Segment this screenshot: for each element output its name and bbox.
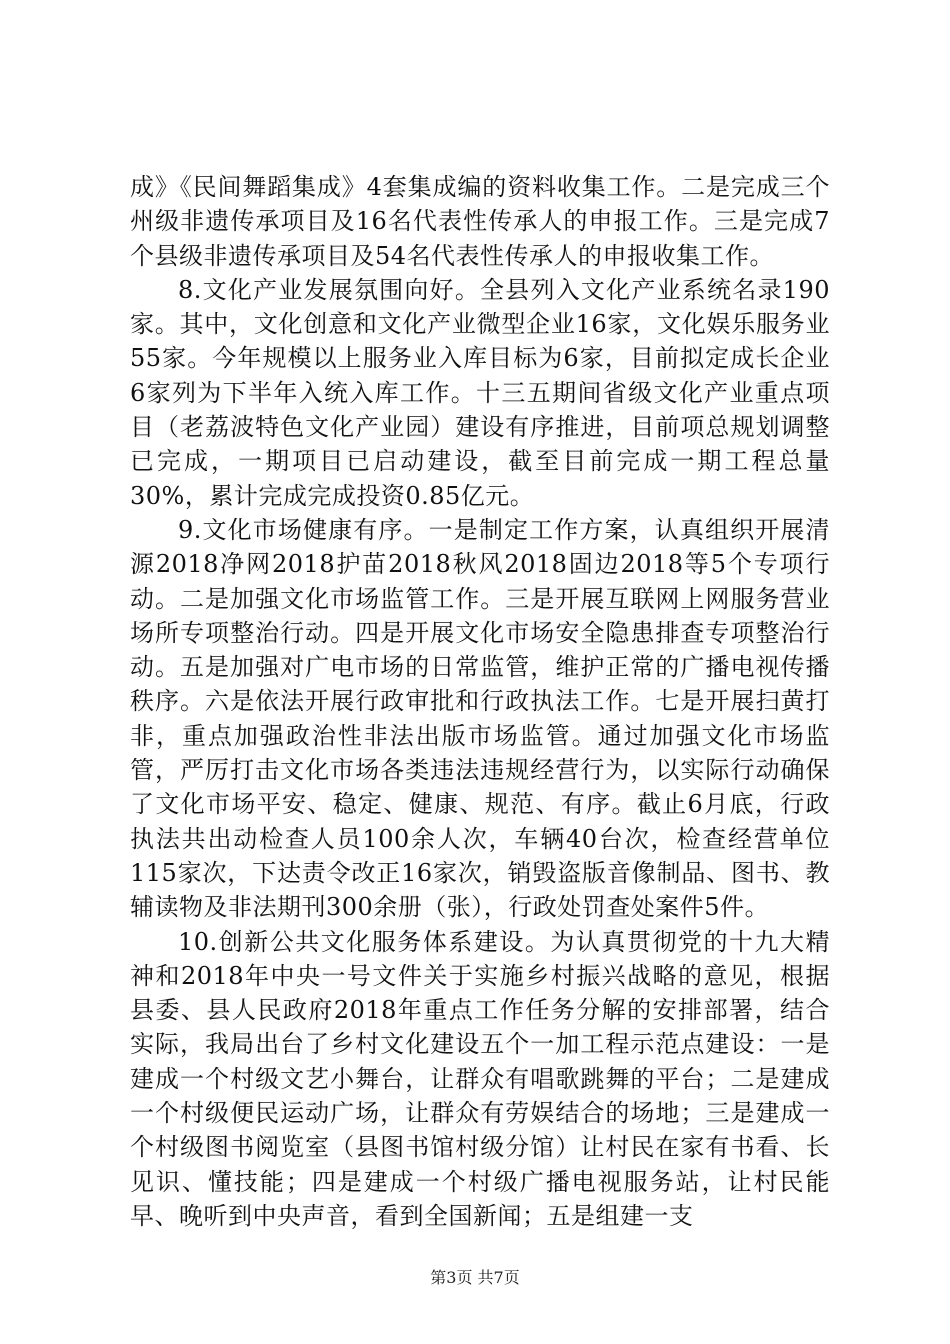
- body-text: [130, 170, 830, 1233]
- paragraph-continuation: 成》《民间舞蹈集成》4套集成编的资料收集工作。二是完成三个州级非遗传承项目及16名代表性传承人的申报工作。三是完成7个县级非遗传承项目及54名代表性传承人的申报收集工作。: [130, 173, 830, 270]
- paragraph-item-9: 9.文化市场健康有序。一是制定工作方案，认真组织开展清源2018净网2018护苗2018秋风2018固边2018等5个专项行动。二是加强文化市场监管工作。三是开展互联网上网服务营业场所专项整治行动。四是开展文化市场安全隐患排查专项整治行动。五是加强对广电市场的日常监管，维护正常的广播电视传播秩序。六是依法开展行政审批和行政执法工作。七是开展扫黄打非，重点加强政治性非法出版市场监管。通过加强文化市场监管，严厉打击文化市场各类违法违规经营行为，以实际行动确保了文化市场平安、稳定、健康、规范、有序。截止6月底，行政执法共出动检查人员100余人次，车辆40台次，检查经营单位115家次，下达责令改正16家次，销毁盗版音像制品、图书、教辅读物及非法期刊300余册（张），行政处罚查处案件5件。: [130, 515, 830, 922]
- page-footer: 第3页 共7页: [430, 1268, 520, 1287]
- paragraph-item-8: 8.文化产业发展氛围向好。全县列入文化产业系统名录190家。其中，文化创意和文化产业微型企业16家，文化娱乐服务业55家。今年规模以上服务业入库目标为6家，目前拟定成长企业6家列为下半年入统入库工作。十三五期间省级文化产业重点项目（老荔波特色文化产业园）建设有序推进，目前项总规划调整已完成，一期项目已启动建设，截至目前完成一期工程总量30%，累计完成完成投资0.85亿元。: [130, 275, 830, 510]
- paragraph-item-10: 10.创新公共文化服务体系建设。为认真贯彻党的十九大精神和2018年中央一号文件关于实施乡村振兴战略的意见，根据县委、县人民政府2018年重点工作任务分解的安排部署，结合实际，我局出台了乡村文化建设五个一加工程示范点建设：一是建成一个村级文艺小舞台，让群众有唱歌跳舞的平台；二是建成一个村级便民运动广场，让群众有劳娱结合的场地；三是建成一个村级图书阅览室（县图书馆村级分馆）让村民在家有书看、长见识、懂技能；四是建成一个村级广播电视服务站，让村民能早、晚听到中央声音，看到全国新闻；五是组建一支: [130, 927, 830, 1230]
